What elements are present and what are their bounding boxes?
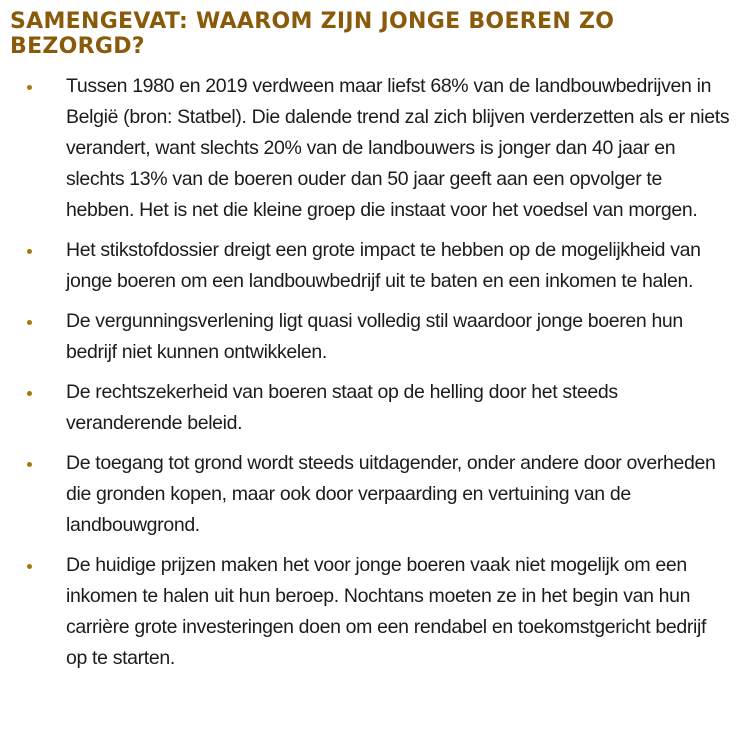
bullet-item xyxy=(10,306,741,368)
bullet-icon xyxy=(27,462,32,467)
bullet-item xyxy=(10,550,741,674)
bullet-text: De huidige prijzen maken het voor jonge boeren vaak niet mogelijk om een inkomen te halen uit hun beroep. Nochtans moeten ze in het begin van hun carrière grote investeringen doen om een rendabel en toekomstgericht bedrijf op te starten. xyxy=(66,554,707,669)
bullet-icon xyxy=(27,249,32,254)
bullet-text: De rechtszekerheid van boeren staat op de helling door het steeds veranderende beleid. xyxy=(66,381,618,434)
bullet-text: De toegang tot grond wordt steeds uitdagender, onder andere door overheden die gronden kopen, maar ook door verpaarding en vertuining van de landbouwgrond. xyxy=(66,452,716,536)
bullet-icon xyxy=(27,564,32,569)
bullet-icon xyxy=(27,320,32,325)
bullet-text: Tussen 1980 en 2019 verdween maar liefst 68% van de landbouwbedrijven in België (bron: Statbel). Die dalende trend zal zich blijven verderzetten als er niets verandert, want slechts 20% van de landbouwers is jonger dan 40 jaar en slechts 13% van de boeren ouder dan 50 jaar geeft aan een opvolger te hebben. Het is net die kleine groep die instaat voor het voedsel van morgen. xyxy=(66,75,730,221)
bullet-item xyxy=(10,235,741,297)
bullet-item xyxy=(10,71,741,226)
summary-bullet-list xyxy=(10,71,741,674)
bullet-text: Het stikstofdossier dreigt een grote impact te hebben op de mogelijkheid van jonge boeren om een landbouwbedrijf uit te baten en een inkomen te halen. xyxy=(66,239,701,292)
bullet-icon xyxy=(27,391,32,396)
bullet-item xyxy=(10,448,741,541)
bullet-text: De vergunningsverlening ligt quasi volledig stil waardoor jonge boeren hun bedrijf niet kunnen ontwikkelen. xyxy=(66,310,683,363)
bullet-icon xyxy=(27,85,32,90)
section-heading: SAMENGEVAT: WAAROM ZIJN JONGE BOEREN ZO BEZORGD? xyxy=(10,9,615,59)
bullet-item xyxy=(10,377,741,439)
